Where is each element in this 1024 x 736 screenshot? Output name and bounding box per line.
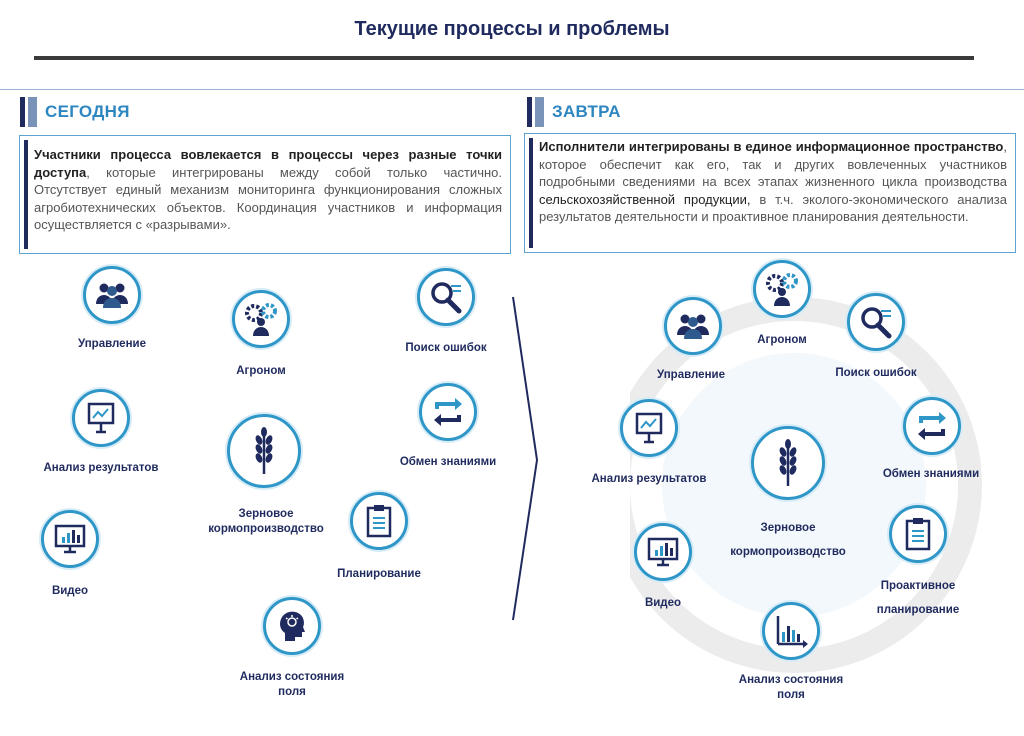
page-title: Текущие процессы и проблемы: [354, 18, 670, 40]
gears-person-icon: [753, 260, 811, 318]
today-field-label: [227, 670, 357, 700]
today-field-line1: Анализ состояния: [239, 671, 345, 683]
tomorrow-grain-line2: кормопроизводство: [730, 546, 846, 558]
section-divider: [0, 89, 1024, 90]
tomorrow-proactive-label: [858, 574, 978, 622]
tomorrow-field-line2: поля: [777, 689, 805, 701]
today-grain-line1: Зерновое: [238, 508, 294, 520]
box-stripe: [24, 140, 28, 249]
wheat-icon: [751, 426, 825, 500]
tomorrow-field-line1: Анализ состояния: [738, 674, 844, 686]
tomorrow-video-label: Видео: [644, 597, 682, 609]
today-description: [19, 135, 511, 254]
title-divider: [34, 56, 974, 60]
tomorrow-desc-mid: , которое обеспечит как его, так и других вовлеченных участников подробными сведениями на всех этапах жизненного цикла производства: [539, 139, 1007, 189]
tomorrow-grain-label: [718, 516, 858, 564]
bar-chart-growth-icon: [762, 602, 820, 660]
today-error-search-label: Поиск ошибок: [405, 342, 487, 354]
tomorrow-description: [524, 133, 1016, 253]
video-monitor-icon: [634, 523, 692, 581]
today-planning-label: Планирование: [337, 568, 421, 580]
wheat-icon: [227, 414, 301, 488]
tomorrow-results-label: Анализ результатов: [591, 473, 707, 485]
people-icon: [664, 297, 722, 355]
exchange-arrows-icon: [419, 383, 477, 441]
tomorrow-grain-line1: Зерновое: [760, 522, 816, 534]
today-field-line2: поля: [278, 686, 306, 698]
chevron-arrow-icon: [505, 295, 545, 625]
today-agronomist-label: Агроном: [236, 365, 286, 377]
tomorrow-proactive-line1: Проактивное: [880, 580, 956, 592]
header-bar-light: [535, 97, 544, 127]
tomorrow-proactive-line2: планирование: [876, 604, 960, 616]
box-stripe: [529, 138, 533, 248]
head-idea-icon: [263, 597, 321, 655]
presentation-board-icon: [72, 389, 130, 447]
today-video-label: Видео: [51, 585, 89, 597]
tomorrow-field-label: [726, 673, 856, 703]
today-desc-bold: Участники процесса вовлекается в процессы через разные точки доступа: [34, 147, 502, 180]
header-bar-light: [28, 97, 37, 127]
magnifier-icon: [847, 293, 905, 351]
exchange-arrows-icon: [903, 397, 961, 455]
tomorrow-description-text: [539, 138, 1007, 226]
header-bar-dark: [527, 97, 532, 127]
header-bar-dark: [20, 97, 25, 127]
tomorrow-header: [527, 97, 621, 127]
today-label: СЕГОДНЯ: [45, 102, 130, 121]
video-monitor-icon: [41, 510, 99, 568]
magnifier-icon: [417, 268, 475, 326]
tomorrow-exchange-label: Обмен знаниями: [882, 468, 980, 480]
people-icon: [83, 266, 141, 324]
tomorrow-agronomist-label: Агроном: [757, 334, 807, 346]
today-exchange-label: Обмен знаниями: [399, 456, 497, 468]
tomorrow-label: ЗАВТРА: [552, 102, 621, 121]
tomorrow-desc-bold1: Исполнители интегрированы в единое информационное пространство: [539, 139, 1004, 154]
tomorrow-error-search-label: Поиск ошибок: [835, 367, 917, 379]
presentation-board-icon: [620, 399, 678, 457]
today-desc-rest: , которые интегрированы между собой только частично. Отсутствует единый механизм мониторинга функционирования сложных агробиотехнических объектов. Координация участников и информация осуществляется с «разрывами».: [34, 164, 502, 232]
gears-person-icon: [232, 290, 290, 348]
today-header: [20, 97, 130, 127]
tomorrow-management-label: Управление: [657, 369, 725, 381]
clipboard-icon: [350, 492, 408, 550]
today-results-label: Анализ результатов: [43, 462, 159, 474]
today-description-text: [34, 146, 502, 234]
today-management-label: Управление: [78, 338, 146, 350]
today-grain-label: [196, 507, 336, 537]
today-grain-line2: кормопроизводство: [208, 523, 324, 535]
tomorrow-desc-bold2: сельскохозяйственной продукции,: [539, 191, 751, 207]
clipboard-icon: [889, 505, 947, 563]
tomorrow-desc-rest: в т.ч. эколого-экономического анализа результатов деятельности и проактивное планирования деятельности.: [539, 191, 1007, 224]
